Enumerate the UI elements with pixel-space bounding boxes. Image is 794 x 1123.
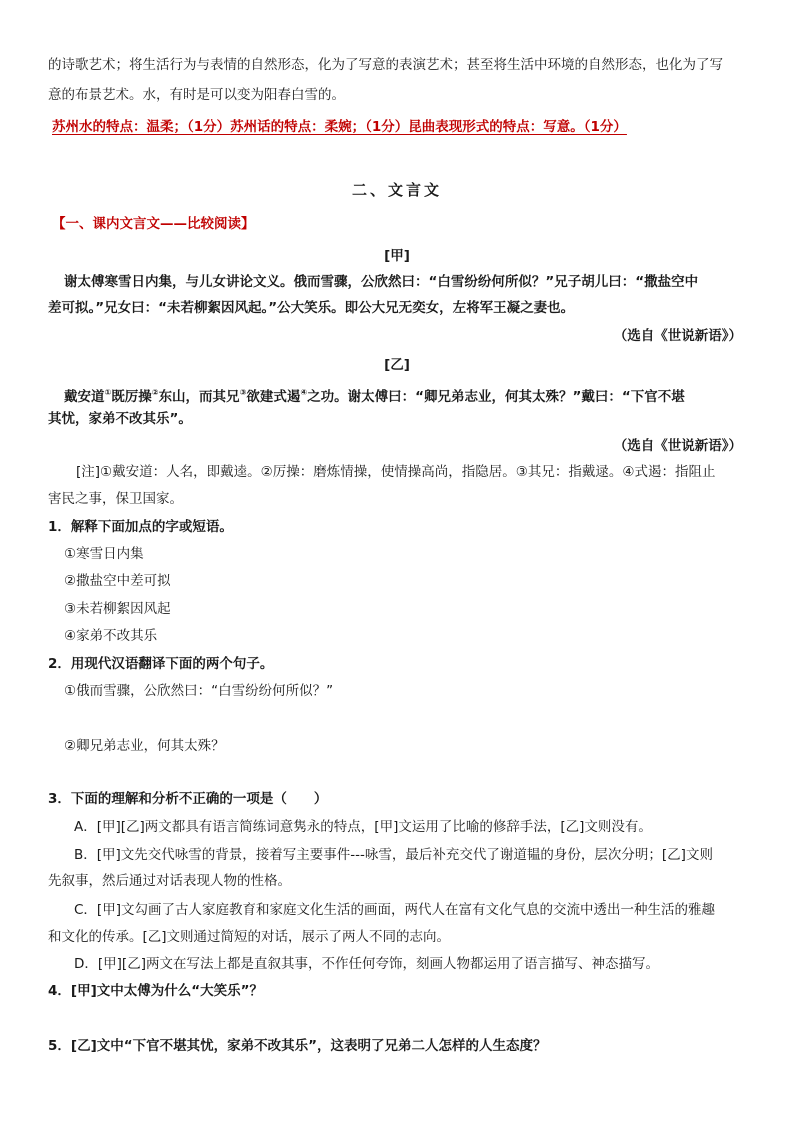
q1-item-3: ③未若柳絮因风起 — [64, 601, 171, 617]
passage-a-label: [甲] — [384, 248, 410, 264]
q3-option-c-line-2: 和文化的传承。[乙]文则通过简短的对话，展示了两人不同的志向。 — [48, 929, 451, 945]
question-4-title: 4．[甲]文中太傅为什么“大笑乐”？ — [48, 983, 263, 999]
q2-item-1: ①俄而雪骤，公欣然曰：“白雪纷纷何所似？” — [64, 683, 334, 699]
passage-b-seg-5: 之功。谢太傅曰：“卿兄弟志业，何其太殊？”戴曰：“下官不堪 — [307, 389, 685, 405]
passage-b-source: （选自《世说新语》） — [613, 438, 742, 454]
footnote-marker-3: ③ — [239, 388, 247, 397]
footnote-marker-1: ① — [104, 388, 112, 397]
q3-option-a: A．[甲][乙]两文都具有语言简练词意隽永的特点，[甲]文运用了比喻的修辞手法，[乙]文则没有。 — [74, 819, 652, 835]
note-line-1: [注]①戴安道：人名，即戴逵。②厉操：磨炼情操，使情操高尚，指隐居。③其兄：指戴逯。④式遏：指阻止 — [76, 464, 716, 480]
passage-b-line-2: 其忧，家弟不改其乐”。 — [48, 411, 192, 427]
q3-option-b-line-1: B．[甲]文先交代咏雪的背景，接着写主要事件---咏雪，最后补充交代了谢道韫的身份，层次分明；[乙]文则 — [74, 847, 713, 863]
q1-item-2: ②撒盐空中差可拟 — [64, 573, 171, 589]
q3-option-c-line-1: C．[甲]文勾画了古人家庭教育和家庭文化生活的画面，两代人在富有文化气息的交流中透出一种生活的雅趣 — [74, 902, 715, 918]
intro-line-2: 意的布景艺术。水，有时是可以变为阳春白雪的。 — [48, 87, 345, 103]
section-title: 二、文言文 — [351, 181, 442, 199]
passage-b-line-1 — [64, 384, 764, 406]
intro-line-1: 的诗歌艺术；将生活行为与表情的自然形态，化为了写意的表演艺术；甚至将生活中环境的自然形态，也化为了写 — [48, 57, 723, 73]
passage-b-seg-3: 东山，而其兄 — [158, 389, 240, 405]
question-5-title: 5．[乙]文中“下官不堪其忧，家弟不改其乐”，这表明了兄弟二人怎样的人生态度？ — [48, 1038, 547, 1054]
passage-b-label: [乙] — [384, 357, 410, 373]
passage-b-seg-1: 戴安道 — [64, 389, 105, 405]
passage-a-line-2: 差可拟。”兄女曰：“未若柳絮因风起。”公大笑乐。即公大兄无奕女，左将军王凝之妻也。 — [48, 300, 575, 316]
q3-option-b-line-2: 先叙事，然后通过对话表现人物的性格。 — [48, 873, 291, 889]
note-line-2: 害民之事，保卫国家。 — [48, 491, 183, 507]
passage-b-seg-4: 欲建式遏 — [246, 389, 301, 405]
footnote-marker-2: ② — [151, 388, 159, 397]
passage-a-source: （选自《世说新语》） — [613, 328, 742, 344]
q3-option-d: D．[甲][乙]两文在写法上都是直叙其事，不作任何夸饰，刻画人物都运用了语言描写、神态描写。 — [74, 956, 659, 972]
passage-a-line-1: 谢太傅寒雪日内集，与儿女讲论文义。俄而雪骤，公欣然曰：“白雪纷纷何所似？”兄子胡儿曰：“撒盐空中 — [64, 274, 699, 290]
question-2-title: 2．用现代汉语翻译下面的两个句子。 — [48, 656, 274, 672]
question-3-title: 3．下面的理解和分析不正确的一项是（ ） — [48, 791, 328, 807]
footnote-marker-4: ④ — [300, 388, 308, 397]
q2-item-2: ②卿兄弟志业，何其太殊？ — [64, 738, 225, 754]
passage-b-seg-2: 既厉操 — [111, 389, 152, 405]
q1-item-4: ④家弟不改其乐 — [64, 628, 158, 644]
subsection-title: 【一、课内文言文——比较阅读】 — [52, 216, 255, 232]
question-1-title: 1．解释下面加点的字或短语。 — [48, 519, 233, 535]
answer-line: 苏州水的特点：温柔；（1分）苏州话的特点：柔婉；（1分）昆曲表现形式的特点：写意。（1分） — [52, 119, 627, 135]
q1-item-1: ①寒雪日内集 — [64, 546, 144, 562]
